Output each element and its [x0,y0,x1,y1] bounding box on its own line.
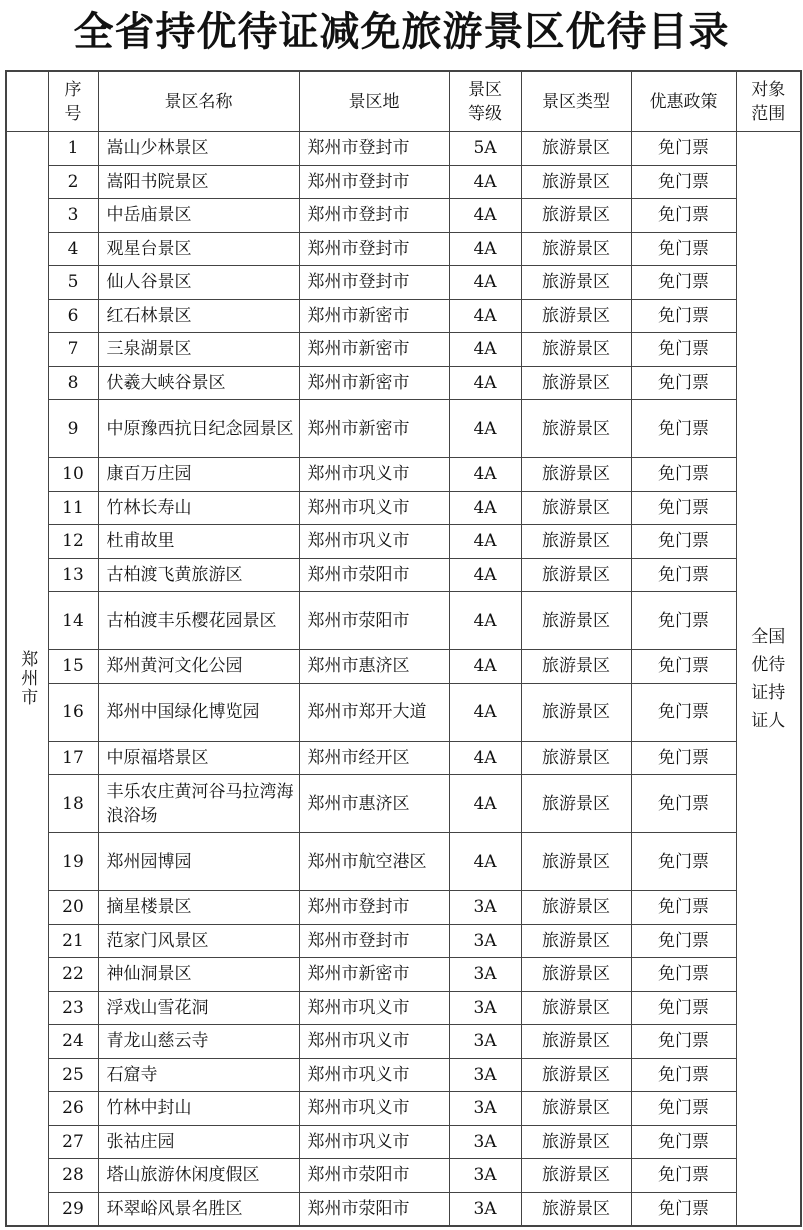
table-row [6,592,801,650]
table-row [6,991,801,1025]
name-cell: 青龙山慈云寺 [98,1025,299,1059]
location-cell: 郑州市巩义市 [299,491,449,525]
type-cell: 旅游景区 [521,683,631,741]
header-policy: 优惠政策 [631,71,736,132]
header-city [6,71,48,132]
table-row [6,458,801,492]
policy-cell: 免门票 [631,1159,736,1193]
seq-cell: 21 [48,924,98,958]
table-row [6,132,801,166]
policy-cell: 免门票 [631,991,736,1025]
location-cell: 郑州市惠济区 [299,650,449,684]
grade-cell: 4A [449,650,521,684]
table-row [6,525,801,559]
name-cell: 嵩阳书院景区 [98,165,299,199]
seq-cell: 16 [48,683,98,741]
location-cell: 郑州市巩义市 [299,1025,449,1059]
grade-cell: 3A [449,1092,521,1126]
table-row [6,1058,801,1092]
policy-cell: 免门票 [631,491,736,525]
location-cell: 郑州市登封市 [299,232,449,266]
policy-cell: 免门票 [631,400,736,458]
policy-cell: 免门票 [631,592,736,650]
header-location: 景区地 [299,71,449,132]
grade-cell: 3A [449,1025,521,1059]
location-cell: 郑州市新密市 [299,366,449,400]
name-cell: 郑州园博园 [98,833,299,891]
table-row [6,299,801,333]
location-cell: 郑州市新密市 [299,333,449,367]
grade-cell: 3A [449,1058,521,1092]
type-cell: 旅游景区 [521,558,631,592]
location-cell: 郑州市登封市 [299,199,449,233]
type-cell: 旅游景区 [521,400,631,458]
seq-cell: 17 [48,741,98,775]
type-cell: 旅游景区 [521,924,631,958]
grade-cell: 4A [449,458,521,492]
table-row [6,650,801,684]
location-cell: 郑州市经开区 [299,741,449,775]
grade-cell: 3A [449,1125,521,1159]
name-cell: 竹林长寿山 [98,491,299,525]
policy-cell: 免门票 [631,299,736,333]
name-cell: 郑州中国绿化博览园 [98,683,299,741]
type-cell: 旅游景区 [521,1125,631,1159]
policy-cell: 免门票 [631,1125,736,1159]
type-cell: 旅游景区 [521,991,631,1025]
type-cell: 旅游景区 [521,366,631,400]
grade-cell: 4A [449,299,521,333]
grade-cell: 3A [449,1192,521,1226]
policy-cell: 免门票 [631,833,736,891]
type-cell: 旅游景区 [521,1025,631,1059]
name-cell: 中原豫西抗日纪念园景区 [98,400,299,458]
seq-cell: 13 [48,558,98,592]
name-cell: 石窟寺 [98,1058,299,1092]
policy-cell: 免门票 [631,266,736,300]
name-cell: 观星台景区 [98,232,299,266]
policy-cell: 免门票 [631,333,736,367]
policy-cell: 免门票 [631,1058,736,1092]
seq-cell: 29 [48,1192,98,1226]
seq-cell: 7 [48,333,98,367]
type-cell: 旅游景区 [521,299,631,333]
location-cell: 郑州市登封市 [299,132,449,166]
location-cell: 郑州市巩义市 [299,458,449,492]
grade-cell: 4A [449,558,521,592]
type-cell: 旅游景区 [521,266,631,300]
grade-cell: 4A [449,232,521,266]
type-cell: 旅游景区 [521,1192,631,1226]
document-title: 全省持优待证减免旅游景区优待目录 [73,9,730,55]
table-row [6,400,801,458]
header-row [6,71,801,132]
grade-cell: 4A [449,491,521,525]
policy-cell: 免门票 [631,458,736,492]
grade-cell: 4A [449,366,521,400]
type-cell: 旅游景区 [521,958,631,992]
type-cell: 旅游景区 [521,333,631,367]
grade-cell: 4A [449,592,521,650]
name-cell: 仙人谷景区 [98,266,299,300]
policy-cell: 免门票 [631,199,736,233]
grade-cell: 3A [449,1159,521,1193]
seq-cell: 20 [48,891,98,925]
name-cell: 中岳庙景区 [98,199,299,233]
seq-cell: 24 [48,1025,98,1059]
table-row [6,775,801,833]
seq-cell: 10 [48,458,98,492]
policy-cell: 免门票 [631,1092,736,1126]
table-row [6,833,801,891]
seq-cell: 15 [48,650,98,684]
grade-cell: 4A [449,333,521,367]
location-cell: 郑州市登封市 [299,924,449,958]
policy-cell: 免门票 [631,775,736,833]
seq-cell: 3 [48,199,98,233]
seq-cell: 25 [48,1058,98,1092]
header-type: 景区类型 [521,71,631,132]
policy-cell: 免门票 [631,958,736,992]
policy-cell: 免门票 [631,924,736,958]
table-row [6,558,801,592]
name-cell: 杜甫故里 [98,525,299,559]
seq-cell: 1 [48,132,98,166]
table-row [6,165,801,199]
type-cell: 旅游景区 [521,891,631,925]
grade-cell: 4A [449,525,521,559]
location-cell: 郑州市惠济区 [299,775,449,833]
type-cell: 旅游景区 [521,1058,631,1092]
grade-cell: 4A [449,741,521,775]
location-cell: 郑州市荥阳市 [299,558,449,592]
name-cell: 古柏渡丰乐樱花园景区 [98,592,299,650]
name-cell: 康百万庄园 [98,458,299,492]
scope-cell: 全国优待证持证人 [736,132,801,1227]
table-row [6,924,801,958]
location-cell: 郑州市巩义市 [299,1125,449,1159]
type-cell: 旅游景区 [521,741,631,775]
table-row [6,366,801,400]
location-cell: 郑州市新密市 [299,299,449,333]
seq-cell: 9 [48,400,98,458]
type-cell: 旅游景区 [521,199,631,233]
table-row [6,1025,801,1059]
name-cell: 嵩山少林景区 [98,132,299,166]
name-cell: 丰乐农庄黄河谷马拉湾海浪浴场 [98,775,299,833]
grade-cell: 4A [449,266,521,300]
grade-cell: 3A [449,891,521,925]
table-row [6,891,801,925]
seq-cell: 6 [48,299,98,333]
type-cell: 旅游景区 [521,132,631,166]
grade-cell: 4A [449,833,521,891]
name-cell: 竹林中封山 [98,1092,299,1126]
type-cell: 旅游景区 [521,833,631,891]
location-cell: 郑州市郑开大道 [299,683,449,741]
name-cell: 环翠峪风景名胜区 [98,1192,299,1226]
seq-cell: 19 [48,833,98,891]
location-cell: 郑州市航空港区 [299,833,449,891]
seq-cell: 22 [48,958,98,992]
seq-cell: 12 [48,525,98,559]
location-cell: 郑州市巩义市 [299,525,449,559]
policy-cell: 免门票 [631,165,736,199]
seq-cell: 8 [48,366,98,400]
seq-cell: 14 [48,592,98,650]
name-cell: 浮戏山雪花洞 [98,991,299,1025]
name-cell: 伏羲大峡谷景区 [98,366,299,400]
table-row [6,741,801,775]
policy-cell: 免门票 [631,232,736,266]
name-cell: 中原福塔景区 [98,741,299,775]
grade-cell: 3A [449,991,521,1025]
location-cell: 郑州市巩义市 [299,991,449,1025]
type-cell: 旅游景区 [521,1092,631,1126]
city-cell: 郑州市 [6,132,48,1227]
policy-cell: 免门票 [631,525,736,559]
policy-cell: 免门票 [631,366,736,400]
grade-cell: 4A [449,165,521,199]
table-row [6,1125,801,1159]
seq-cell: 23 [48,991,98,1025]
policy-cell: 免门票 [631,1025,736,1059]
name-cell: 摘星楼景区 [98,891,299,925]
seq-cell: 18 [48,775,98,833]
name-cell: 范家门风景区 [98,924,299,958]
table-row [6,1092,801,1126]
seq-cell: 11 [48,491,98,525]
name-cell: 红石林景区 [98,299,299,333]
location-cell: 郑州市巩义市 [299,1092,449,1126]
seq-cell: 26 [48,1092,98,1126]
type-cell: 旅游景区 [521,1159,631,1193]
seq-cell: 28 [48,1159,98,1193]
location-cell: 郑州市登封市 [299,266,449,300]
table-row [6,199,801,233]
table-row [6,333,801,367]
table-row [6,1192,801,1226]
type-cell: 旅游景区 [521,232,631,266]
table-row [6,232,801,266]
grade-cell: 3A [449,924,521,958]
type-cell: 旅游景区 [521,165,631,199]
grade-cell: 4A [449,199,521,233]
policy-cell: 免门票 [631,891,736,925]
location-cell: 郑州市新密市 [299,958,449,992]
name-cell: 三泉湖景区 [98,333,299,367]
header-seq: 序号 [48,71,98,132]
policy-cell: 免门票 [631,650,736,684]
policy-cell: 免门票 [631,558,736,592]
table-row [6,683,801,741]
policy-cell: 免门票 [631,1192,736,1226]
type-cell: 旅游景区 [521,775,631,833]
location-cell: 郑州市新密市 [299,400,449,458]
type-cell: 旅游景区 [521,458,631,492]
table-row [6,1159,801,1193]
table-row [6,491,801,525]
location-cell: 郑州市荥阳市 [299,1159,449,1193]
seq-cell: 4 [48,232,98,266]
header-scope: 对象范围 [736,71,801,132]
policy-cell: 免门票 [631,132,736,166]
header-name: 景区名称 [98,71,299,132]
grade-cell: 5A [449,132,521,166]
type-cell: 旅游景区 [521,525,631,559]
grade-cell: 4A [449,683,521,741]
seq-cell: 5 [48,266,98,300]
policy-cell: 免门票 [631,741,736,775]
table-row [6,958,801,992]
location-cell: 郑州市登封市 [299,165,449,199]
name-cell: 张祜庄园 [98,1125,299,1159]
location-cell: 郑州市巩义市 [299,1058,449,1092]
grade-cell: 3A [449,958,521,992]
name-cell: 古柏渡飞黄旅游区 [98,558,299,592]
type-cell: 旅游景区 [521,491,631,525]
location-cell: 郑州市登封市 [299,891,449,925]
seq-cell: 2 [48,165,98,199]
type-cell: 旅游景区 [521,592,631,650]
header-grade: 景区等级 [449,71,521,132]
location-cell: 郑州市荥阳市 [299,592,449,650]
name-cell: 神仙洞景区 [98,958,299,992]
grade-cell: 4A [449,400,521,458]
grade-cell: 4A [449,775,521,833]
table-row [6,266,801,300]
name-cell: 郑州黄河文化公园 [98,650,299,684]
seq-cell: 27 [48,1125,98,1159]
policy-cell: 免门票 [631,683,736,741]
table-body [6,132,801,1227]
location-cell: 郑州市荥阳市 [299,1192,449,1226]
scenic-spots-table [5,70,802,1227]
name-cell: 塔山旅游休闲度假区 [98,1159,299,1193]
type-cell: 旅游景区 [521,650,631,684]
